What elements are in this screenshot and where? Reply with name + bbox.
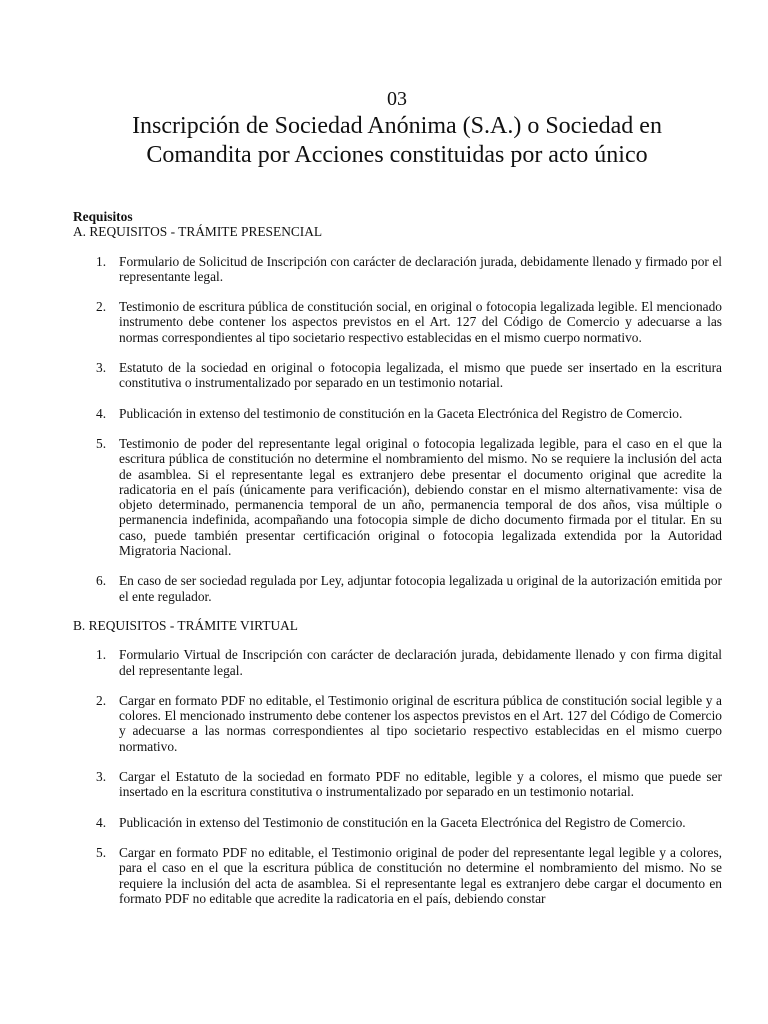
list-item-text: Formulario de Solicitud de Inscripción con carácter de declaración jurada, debidamente llenado y firmado por el representante legal.	[119, 253, 722, 284]
list-item	[73, 573, 722, 604]
section-b-heading: B. REQUISITOS - TRÁMITE VIRTUAL	[73, 617, 298, 633]
list-item-number: 1.	[96, 253, 107, 269]
list-item-text: Cargar en formato PDF no editable, el Testimonio original de escritura pública de constitución social legible y a colores. El mencionado instrumento debe contener los aspectos previstos en el Art. 127 del Código de Comercio y adecuarse a las normas correspondientes al tipo societario respectivo establecidas en el mismo cuerpo normativo.	[119, 692, 722, 754]
list-item-text: Testimonio de escritura pública de constitución social, en original o fotocopia legalizada legible. El mencionado instrumento debe contener los aspectos previstos en el Art. 127 del Código de Comercio y adecuarse a las normas correspondientes al tipo societario respectivo establecidas en el mismo cuerpo normativo.	[119, 299, 722, 345]
list-item	[73, 845, 722, 906]
list-item-text: Cargar el Estatuto de la sociedad en formato PDF no editable, legible y a colores, el mismo que puede ser insertado en la escritura constitutiva o instrumentalizado por separado en un testimonio notarial.	[119, 769, 722, 800]
list-item	[73, 769, 722, 800]
list-item	[73, 436, 722, 558]
list-item-number: 6.	[96, 573, 107, 589]
list-item	[73, 815, 722, 830]
document-number: 03	[387, 88, 407, 110]
list-item-text: Cargar en formato PDF no editable, el Testimonio original de poder del representante legal legible y a colores, para el caso en el que la escritura pública de constitución no determine el nombramiento del mismo. No se requiere la inclusión del acta de asamblea. Si el representante legal es extranjero debe cargar el documento en formato PDF no editable que acredite la radicatoria en el país, debiendo constar	[119, 844, 722, 906]
section-a-list	[73, 254, 722, 604]
list-item-text: Formulario Virtual de Inscripción con carácter de declaración jurada, debidamente llenado y con firma digital del representante legal.	[119, 647, 722, 678]
list-item-number: 4.	[96, 814, 107, 830]
list-item	[73, 406, 722, 421]
list-item	[73, 647, 722, 678]
list-item	[73, 299, 722, 345]
list-item-number: 3.	[96, 769, 107, 785]
list-item	[73, 254, 722, 285]
document-body	[73, 209, 722, 906]
list-item-text: Publicación in extenso del testimonio de constitución en la Gaceta Electrónica del Registro de Comercio.	[119, 405, 683, 421]
list-item-number: 4.	[96, 405, 107, 421]
list-item-text: Testimonio de poder del representante legal original o fotocopia legalizada legible, para el caso en el que la escritura pública de constitución no determine el nombramiento del mismo. No se requiere la inclusión del acta de asamblea. Si el representante legal es extranjero debe presentar el documento original que acredite la radicatoria en el país (únicamente para verificación), debiendo constar en el mismo alternativamente: visa de objeto determinado, permanencia temporal de un año, permanencia temporal de dos años, visa múltiple o permanencia indefinida, acompañando una fotocopia simple de dicho documento firmada por el titular. En su caso, puede también presentar certificación original o fotocopia legalizada extendida por la Autoridad Migratoria Nacional.	[119, 435, 722, 559]
list-item-number: 5.	[96, 435, 107, 451]
list-item-number: 2.	[96, 692, 107, 708]
section-b-list	[73, 647, 722, 906]
list-item-number: 2.	[96, 299, 107, 315]
requirements-label: Requisitos	[73, 209, 133, 224]
list-item	[73, 360, 722, 391]
list-item-number: 5.	[96, 844, 107, 860]
list-item-text: Publicación in extenso del Testimonio de constitución en la Gaceta Electrónica del Registro de Comercio.	[119, 814, 686, 830]
list-item-text: Estatuto de la sociedad en original o fotocopia legalizada, el mismo que puede ser insertado en la escritura constitutiva o instrumentalizado por separado en un testimonio notarial.	[119, 360, 722, 391]
section-a-heading: A. REQUISITOS - TRÁMITE PRESENCIAL	[73, 224, 323, 240]
list-item	[73, 693, 722, 754]
list-item-text: En caso de ser sociedad regulada por Ley, adjuntar fotocopia legalizada u original de la autorización emitida por el ente regulador.	[119, 573, 722, 604]
list-item-number: 1.	[96, 647, 107, 663]
page-title: Inscripción de Sociedad Anónima (S.A.) o Sociedad en Comandita por Acciones constituidas por acto único	[132, 113, 662, 168]
list-item-number: 3.	[96, 360, 107, 376]
